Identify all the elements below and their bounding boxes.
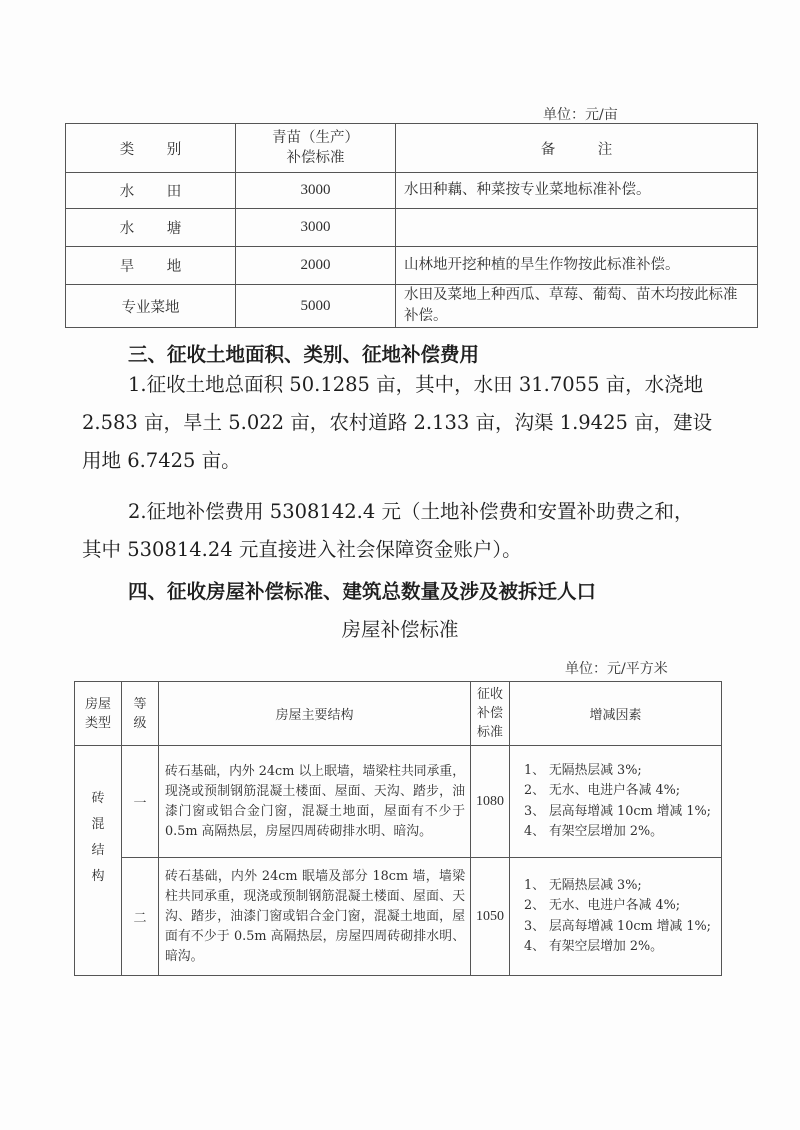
- category-cell: [66, 173, 236, 209]
- header-category: [66, 124, 236, 173]
- table-header-row: [66, 124, 758, 173]
- header-grade-line2: 级: [133, 715, 147, 731]
- grade-cell: 一: [122, 746, 159, 858]
- note-cell: [396, 209, 758, 247]
- section3-heading: 三、征收土地面积、类别、征地补偿费用: [128, 343, 480, 366]
- standard-cell: 2000: [236, 247, 396, 285]
- house-type-char: 砖: [91, 791, 105, 806]
- factor-item: 2、 无水、电进户各减 4%;: [524, 783, 681, 798]
- table-header-row: [75, 682, 722, 746]
- factor-item: 4、 有架空层增加 2%。: [524, 939, 663, 954]
- standard-cell: 1080: [471, 746, 510, 858]
- category-cell: [66, 285, 236, 328]
- factors-cell: [510, 746, 722, 858]
- section3-para1-line3: 用地 6.7425 亩。: [82, 449, 241, 472]
- house-type-char: 结: [91, 843, 105, 858]
- table-row: [66, 209, 758, 247]
- standard-cell: 3000: [236, 173, 396, 209]
- category-cell: [66, 247, 236, 285]
- header-standard: [236, 124, 396, 173]
- header-standard-line1: 征收: [476, 687, 503, 702]
- header-notes-text: 备 注: [540, 141, 627, 158]
- standard-cell: 3000: [236, 209, 396, 247]
- house-table-title: 房屋补偿标准: [341, 618, 459, 641]
- category-text: 水 田: [119, 184, 196, 200]
- category-text: 旱 地: [119, 259, 196, 275]
- house-type-cell: [75, 746, 122, 976]
- header-grade-line1: 等: [133, 696, 147, 712]
- header-notes: [396, 124, 758, 173]
- header-standard-line1: 青苗（生产）: [272, 130, 359, 146]
- section3-para1-line2: 2.583 亩，旱土 5.022 亩，农村道路 2.133 亩，沟渠 1.9425 亩，建设: [82, 411, 713, 434]
- category-cell: [66, 209, 236, 247]
- land-table-unit: 单位：元/亩: [543, 107, 618, 123]
- section3-para2-line1: 2.征地补偿费用 5308142.4 元（土地补偿费和安置补助费之和，: [128, 500, 694, 523]
- header-category-text: 类 别: [119, 141, 196, 158]
- table-row: [75, 858, 722, 976]
- grade-cell: 二: [122, 858, 159, 976]
- header-standard: [471, 682, 510, 746]
- house-type-char: 混: [91, 817, 105, 832]
- section4-heading: 四、征收房屋补偿标准、建筑总数量及涉及被拆迁人口: [128, 580, 597, 603]
- note-cell: 水田种藕、种菜按专业菜地标准补偿。: [396, 173, 758, 209]
- header-house-type: [75, 682, 122, 746]
- note-cell: 水田及菜地上种西瓜、草莓、葡萄、苗木均按此标准补偿。: [396, 285, 758, 328]
- house-compensation-table: [74, 681, 722, 976]
- header-grade: [122, 682, 159, 746]
- structure-cell: 砖石基础，内外 24cm 以上眠墙，墙梁柱共同承重，现浇或预制钢筋混凝土楼面、屋面、天沟、踏步，油漆门窗或铝合金门窗，混凝土地面，屋面有不少于 0.5m 高隔热层，房屋四周砖砌排水明、暗沟。: [159, 746, 471, 858]
- category-text: 水 塘: [119, 221, 196, 237]
- table-row: [66, 247, 758, 285]
- factor-item: 3、 层高每增减 10cm 增减 1%;: [524, 803, 711, 819]
- land-compensation-table: [65, 123, 758, 328]
- section3-para2-line2: 其中 530814.24 元直接进入社会保障资金账户）。: [82, 538, 522, 561]
- house-table-unit: 单位：元/平方米: [565, 661, 668, 677]
- header-house-type-line2: 类型: [84, 715, 111, 731]
- house-type-char: 构: [91, 869, 105, 884]
- section3-para1-line1: 1.征收土地总面积 50.1285 亩，其中，水田 31.7055 亩，水浇地: [128, 373, 704, 396]
- factors-cell: [510, 858, 722, 976]
- standard-cell: 1050: [471, 858, 510, 976]
- factor-item: 4、 有架空层增加 2%。: [524, 824, 663, 839]
- factor-item: 3、 层高每增减 10cm 增减 1%;: [524, 918, 711, 934]
- header-factors: 增减因素: [510, 682, 722, 746]
- header-structure: 房屋主要结构: [159, 682, 471, 746]
- standard-cell: 5000: [236, 285, 396, 328]
- category-text: 专业菜地: [121, 299, 180, 316]
- header-house-type-line1: 房屋: [84, 696, 111, 712]
- factor-item: 1、 无隔热层减 3%;: [524, 877, 642, 893]
- note-cell: 山林地开挖种植的旱生作物按此标准补偿。: [396, 247, 758, 285]
- header-standard-line3: 标准: [476, 725, 503, 740]
- factor-item: 2、 无水、电进户各减 4%;: [524, 898, 681, 913]
- structure-cell: 砖石基础，内外 24cm 眠墙及部分 18cm 墙，墙梁柱共同承重，现浇或预制钢筋混凝土楼面、屋面、天沟、踏步，油漆门窗或铝合金门窗，混凝土地面，屋面有不少于 0.5m 高隔热层，房屋四周砖砌排水明、暗沟。: [159, 858, 471, 976]
- header-standard-line2: 补偿: [476, 706, 503, 721]
- header-standard-line2: 补偿标准: [286, 150, 345, 166]
- factor-item: 1、 无隔热层减 3%;: [524, 762, 642, 778]
- table-row: [66, 173, 758, 209]
- table-row: [75, 746, 722, 858]
- table-row: [66, 285, 758, 328]
